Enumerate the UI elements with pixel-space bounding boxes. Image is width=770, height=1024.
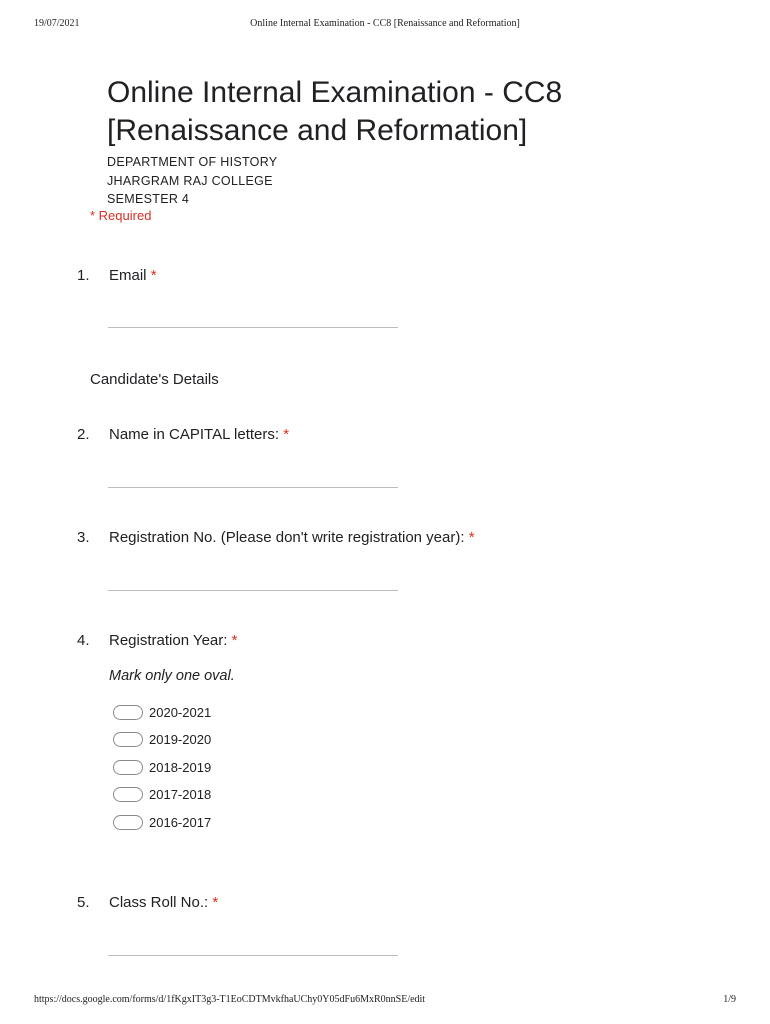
form-description xyxy=(107,153,277,209)
question-label: Email * xyxy=(109,267,157,284)
name-field[interactable] xyxy=(108,487,398,488)
radio-option[interactable] xyxy=(113,814,211,841)
required-star: * xyxy=(283,426,290,443)
question-number: 5. xyxy=(77,894,90,911)
required-star: * xyxy=(231,632,238,649)
question-number: 4. xyxy=(77,632,90,649)
radio-oval[interactable] xyxy=(113,815,143,830)
radio-option[interactable] xyxy=(113,759,211,786)
option-label: 2016-2017 xyxy=(149,814,212,830)
radio-option[interactable] xyxy=(113,731,211,758)
registration-no-field[interactable] xyxy=(108,590,398,591)
form-title-line-1: Online Internal Examination - CC8 xyxy=(107,76,563,109)
form-title-line-2: [Renaissance and Reformation] xyxy=(107,114,528,147)
print-page-number: 1/9 xyxy=(723,994,736,1005)
print-date: 19/07/2021 xyxy=(34,18,80,29)
radio-option[interactable] xyxy=(113,786,211,813)
print-header-title: Online Internal Examination - CC8 [Renaissance and Reformation] xyxy=(250,18,520,29)
option-label: 2017-2018 xyxy=(149,787,212,803)
question-label: Registration Year: * xyxy=(109,632,238,649)
question-number: 1. xyxy=(77,267,90,284)
required-star: * xyxy=(150,267,157,284)
question-label: Class Roll No.: * xyxy=(109,894,219,911)
section-title: Candidate's Details xyxy=(90,371,219,388)
question-number: 3. xyxy=(77,529,90,546)
description-line: SEMESTER 4 xyxy=(107,192,190,206)
radio-oval[interactable] xyxy=(113,732,143,747)
description-line: DEPARTMENT OF HISTORY xyxy=(107,155,278,169)
required-star: * xyxy=(468,529,475,546)
question-hint: Mark only one oval. xyxy=(109,668,235,684)
option-label: 2019-2020 xyxy=(149,732,212,748)
question-number: 2. xyxy=(77,426,90,443)
description-line: JHARGRAM RAJ COLLEGE xyxy=(107,173,273,188)
email-field[interactable] xyxy=(108,327,398,328)
radio-oval[interactable] xyxy=(113,760,143,775)
print-footer-url: https://docs.google.com/forms/d/1fKgxIT3g3-T1EoCDTMvkfhaUChy0Y05dFu6MxR0nnSE/edit xyxy=(34,994,426,1005)
required-star: * xyxy=(212,894,219,911)
class-roll-field[interactable] xyxy=(108,955,398,956)
radio-oval[interactable] xyxy=(113,787,143,802)
option-label: 2020-2021 xyxy=(149,705,212,720)
question-label: Name in CAPITAL letters: * xyxy=(109,426,290,443)
option-label: 2018-2019 xyxy=(149,759,212,775)
radio-oval[interactable] xyxy=(113,705,143,720)
form-title xyxy=(107,74,707,150)
radio-option[interactable] xyxy=(113,704,211,731)
registration-year-options xyxy=(113,704,211,841)
question-label: Registration No. (Please don't write registration year): * xyxy=(109,529,475,546)
required-note: * Required xyxy=(90,208,152,223)
